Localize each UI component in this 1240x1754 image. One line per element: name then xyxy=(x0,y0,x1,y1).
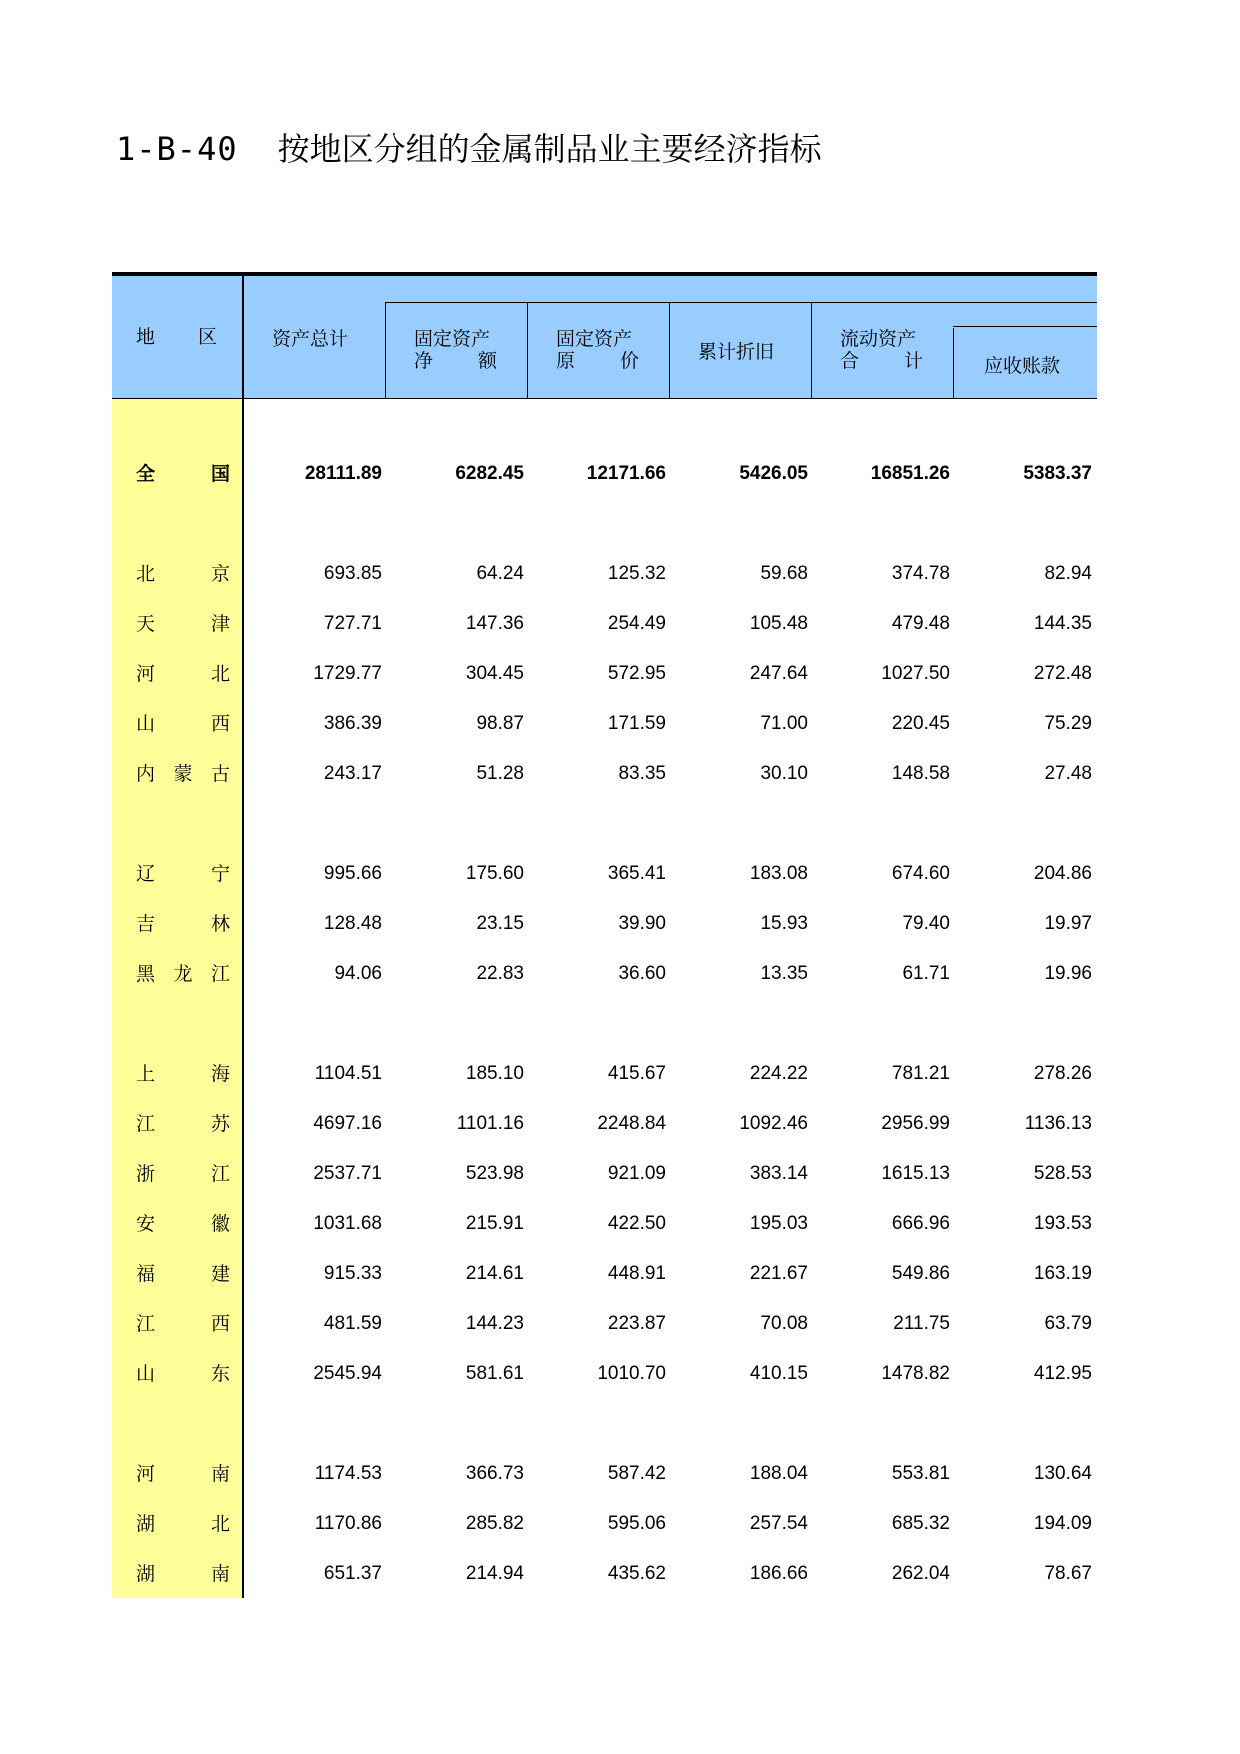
cell-value: 448.91 xyxy=(607,1263,666,1284)
table-row xyxy=(112,704,1097,744)
table-row-total xyxy=(112,454,1097,494)
cell-value: 549.86 xyxy=(891,1263,950,1284)
cell-value: 915.33 xyxy=(323,1263,382,1284)
cell-value: 19.97 xyxy=(1044,913,1092,934)
header-fixed-net-char-1: 净 xyxy=(414,350,434,372)
region-char: 宁 xyxy=(210,863,230,885)
region-name xyxy=(136,904,230,944)
table-row xyxy=(112,604,1097,644)
cell-value: 183.08 xyxy=(749,863,808,884)
cell-value: 412.95 xyxy=(1033,1363,1092,1384)
cell-value: 221.67 xyxy=(749,1263,808,1284)
region-char: 江 xyxy=(136,1113,156,1135)
cell-value: 5426.05 xyxy=(739,463,808,484)
cell-value: 211.75 xyxy=(893,1313,950,1334)
region-name xyxy=(136,1354,230,1394)
cell-value: 148.58 xyxy=(891,763,950,784)
cell-value: 374.78 xyxy=(891,563,950,584)
cell-value: 175.60 xyxy=(465,863,524,884)
cell-value: 82.94 xyxy=(1044,563,1092,584)
cell-value: 39.90 xyxy=(618,913,666,934)
region-char: 津 xyxy=(210,613,230,635)
region-name xyxy=(136,654,230,694)
cell-value: 125.32 xyxy=(607,563,666,584)
cell-value: 105.48 xyxy=(749,613,808,634)
cell-value: 1174.53 xyxy=(314,1463,382,1484)
cell-value: 921.09 xyxy=(607,1163,666,1184)
region-name xyxy=(136,1504,230,1544)
cell-value: 214.94 xyxy=(465,1563,524,1584)
region-char: 建 xyxy=(210,1263,230,1285)
region-char: 吉 xyxy=(136,913,156,935)
header-divider xyxy=(385,302,386,398)
table-row xyxy=(112,654,1097,694)
region-name xyxy=(136,1454,230,1494)
cell-value: 995.66 xyxy=(323,863,382,884)
region-name xyxy=(136,1204,230,1244)
cell-value: 195.03 xyxy=(749,1213,808,1234)
header-subrule xyxy=(953,326,1097,327)
header-divider xyxy=(811,302,812,398)
table-row xyxy=(112,954,1097,994)
region-char: 江 xyxy=(136,1313,156,1335)
region-char: 西 xyxy=(210,1313,230,1335)
cell-value: 1101.16 xyxy=(456,1113,524,1134)
region-char: 北 xyxy=(136,563,156,585)
cell-value: 83.35 xyxy=(618,763,666,784)
cell-value: 727.71 xyxy=(323,613,382,634)
cell-value: 422.50 xyxy=(607,1213,666,1234)
cell-value: 278.26 xyxy=(1033,1063,1092,1084)
region-char: 北 xyxy=(210,663,230,685)
cell-value: 78.67 xyxy=(1044,1563,1092,1584)
cell-value: 13.35 xyxy=(760,963,808,984)
cell-value: 2537.71 xyxy=(313,1163,382,1184)
header-region-char-1: 地 xyxy=(136,326,156,348)
region-char: 古 xyxy=(210,763,230,785)
header-fixed-orig-line1: 固定资产 xyxy=(556,328,633,350)
region-char: 西 xyxy=(210,713,230,735)
header-total-assets: 资产总计 xyxy=(272,328,349,350)
region-name xyxy=(136,1554,230,1594)
cell-value: 12171.66 xyxy=(586,463,666,484)
cell-value: 63.79 xyxy=(1044,1313,1092,1334)
cell-value: 247.64 xyxy=(749,663,808,684)
header-fixed-net-char-2: 额 xyxy=(478,350,498,372)
header-depreciation: 累计折旧 xyxy=(698,341,775,363)
header-receivables: 应收账款 xyxy=(984,355,1061,377)
header-current-assets-char-1: 合 xyxy=(840,350,860,372)
cell-value: 435.62 xyxy=(607,1563,666,1584)
region-name xyxy=(136,704,230,744)
cell-value: 366.73 xyxy=(465,1463,524,1484)
cell-value: 581.61 xyxy=(465,1363,524,1384)
region-char: 河 xyxy=(136,663,156,685)
region-char: 蒙 xyxy=(173,763,193,785)
region-char: 山 xyxy=(136,713,156,735)
cell-value: 144.35 xyxy=(1033,613,1092,634)
cell-value: 285.82 xyxy=(465,1513,524,1534)
cell-value: 1170.86 xyxy=(314,1513,382,1534)
cell-value: 262.04 xyxy=(891,1563,950,1584)
cell-value: 64.24 xyxy=(476,563,524,584)
cell-value: 19.96 xyxy=(1044,963,1092,984)
cell-value: 94.06 xyxy=(334,963,382,984)
cell-value: 410.15 xyxy=(749,1363,808,1384)
table-row xyxy=(112,554,1097,594)
cell-value: 415.67 xyxy=(607,1063,666,1084)
region-char: 苏 xyxy=(210,1113,230,1135)
region-name xyxy=(136,1054,230,1094)
cell-value: 30.10 xyxy=(760,763,808,784)
header-current-assets-line1: 流动资产 xyxy=(840,328,917,350)
cell-value: 479.48 xyxy=(891,613,950,634)
cell-value: 193.53 xyxy=(1033,1213,1092,1234)
cell-value: 15.93 xyxy=(760,913,808,934)
cell-value: 214.61 xyxy=(465,1263,524,1284)
region-char: 黑 xyxy=(136,963,156,985)
cell-value: 224.22 xyxy=(749,1063,808,1084)
cell-value: 1615.13 xyxy=(881,1163,950,1184)
cell-value: 28111.89 xyxy=(304,463,382,484)
cell-value: 194.09 xyxy=(1033,1513,1092,1534)
cell-value: 75.29 xyxy=(1044,713,1092,734)
region-char: 浙 xyxy=(136,1163,156,1185)
region-char: 东 xyxy=(210,1363,230,1385)
cell-value: 243.17 xyxy=(323,763,382,784)
header-current-assets-char-2: 计 xyxy=(904,350,924,372)
region-name xyxy=(136,1254,230,1294)
cell-value: 51.28 xyxy=(476,763,524,784)
cell-value: 1027.50 xyxy=(881,663,950,684)
region-char: 全 xyxy=(136,463,156,485)
cell-value: 304.45 xyxy=(465,663,524,684)
cell-value: 23.15 xyxy=(476,913,524,934)
cell-value: 481.59 xyxy=(323,1313,382,1334)
region-char: 林 xyxy=(210,913,230,935)
region-char: 福 xyxy=(136,1263,156,1285)
region-name xyxy=(136,1304,230,1344)
cell-value: 79.40 xyxy=(902,913,950,934)
header-fixed-orig-char-1: 原 xyxy=(556,350,576,372)
cell-value: 5383.37 xyxy=(1023,463,1092,484)
region-name xyxy=(136,1154,230,1194)
header-divider xyxy=(527,302,528,398)
cell-value: 523.98 xyxy=(465,1163,524,1184)
cell-value: 1010.70 xyxy=(597,1363,666,1384)
cell-value: 204.86 xyxy=(1033,863,1092,884)
cell-value: 220.45 xyxy=(891,713,950,734)
header-fixed-net-line1: 固定资产 xyxy=(414,328,491,350)
cell-value: 6282.45 xyxy=(455,463,524,484)
region-char: 徽 xyxy=(210,1213,230,1235)
region-char: 江 xyxy=(210,1163,230,1185)
cell-value: 186.66 xyxy=(749,1563,808,1584)
cell-value: 272.48 xyxy=(1033,663,1092,684)
cell-value: 70.08 xyxy=(760,1313,808,1334)
cell-value: 587.42 xyxy=(607,1463,666,1484)
region-char: 龙 xyxy=(173,963,193,985)
region-char: 京 xyxy=(210,563,230,585)
cell-value: 553.81 xyxy=(891,1463,950,1484)
cell-value: 386.39 xyxy=(323,713,382,734)
table-row xyxy=(112,1454,1097,1494)
cell-value: 1092.46 xyxy=(739,1113,808,1134)
cell-value: 383.14 xyxy=(749,1163,808,1184)
table-row xyxy=(112,1554,1097,1594)
cell-value: 651.37 xyxy=(323,1563,382,1584)
cell-value: 1031.68 xyxy=(313,1213,382,1234)
cell-value: 685.32 xyxy=(891,1513,950,1534)
region-char: 北 xyxy=(210,1513,230,1535)
cell-value: 36.60 xyxy=(618,963,666,984)
cell-value: 22.83 xyxy=(476,963,524,984)
cell-value: 185.10 xyxy=(465,1063,524,1084)
cell-value: 16851.26 xyxy=(870,463,950,484)
header-fixed-orig-char-2: 价 xyxy=(620,350,640,372)
cell-value: 2545.94 xyxy=(313,1363,382,1384)
cell-value: 223.87 xyxy=(607,1313,666,1334)
region-char: 南 xyxy=(210,1563,230,1585)
table-row xyxy=(112,1304,1097,1344)
cell-value: 781.21 xyxy=(891,1063,950,1084)
table-title: 按地区分组的金属制品业主要经济指标 xyxy=(277,130,822,168)
table-header xyxy=(112,276,1097,399)
cell-value: 130.64 xyxy=(1033,1463,1092,1484)
cell-value: 693.85 xyxy=(323,563,382,584)
region-char: 江 xyxy=(210,963,230,985)
cell-value: 2956.99 xyxy=(881,1113,950,1134)
region-char: 辽 xyxy=(136,863,156,885)
header-subrule xyxy=(385,302,1097,303)
cell-value: 1136.13 xyxy=(1024,1113,1092,1134)
cell-value: 147.36 xyxy=(465,613,524,634)
region-name xyxy=(136,1104,230,1144)
region-name xyxy=(136,854,230,894)
cell-value: 61.71 xyxy=(902,963,950,984)
table-row xyxy=(112,754,1097,794)
table-row xyxy=(112,1154,1097,1194)
cell-value: 254.49 xyxy=(607,613,666,634)
cell-value: 666.96 xyxy=(891,1213,950,1234)
cell-value: 674.60 xyxy=(891,863,950,884)
region-name xyxy=(136,754,230,794)
cell-value: 2248.84 xyxy=(597,1113,666,1134)
region-name xyxy=(136,454,230,494)
cell-value: 27.48 xyxy=(1044,763,1092,784)
cell-value: 128.48 xyxy=(323,913,382,934)
cell-value: 163.19 xyxy=(1033,1263,1092,1284)
region-char: 湖 xyxy=(136,1563,156,1585)
region-char: 上 xyxy=(136,1063,156,1085)
cell-value: 1104.51 xyxy=(314,1063,382,1084)
cell-value: 1729.77 xyxy=(313,663,382,684)
cell-value: 528.53 xyxy=(1033,1163,1092,1184)
cell-value: 71.00 xyxy=(760,713,808,734)
region-char: 山 xyxy=(136,1363,156,1385)
cell-value: 365.41 xyxy=(607,863,666,884)
region-char: 国 xyxy=(210,463,230,485)
region-char: 天 xyxy=(136,613,156,635)
cell-value: 171.59 xyxy=(607,713,666,734)
table-row xyxy=(112,1104,1097,1144)
region-name xyxy=(136,954,230,994)
cell-value: 572.95 xyxy=(607,663,666,684)
region-char: 内 xyxy=(136,763,156,785)
table-row xyxy=(112,854,1097,894)
cell-value: 98.87 xyxy=(476,713,524,734)
region-char: 安 xyxy=(136,1213,156,1235)
table-row xyxy=(112,1504,1097,1544)
cell-value: 215.91 xyxy=(465,1213,524,1234)
region-char: 海 xyxy=(210,1063,230,1085)
cell-value: 144.23 xyxy=(465,1313,524,1334)
region-name xyxy=(136,604,230,644)
page-title xyxy=(116,126,822,172)
table-row xyxy=(112,1254,1097,1294)
header-region-char-2: 区 xyxy=(198,326,218,348)
region-char: 河 xyxy=(136,1463,156,1485)
cell-value: 257.54 xyxy=(749,1513,808,1534)
table-row xyxy=(112,1354,1097,1394)
cell-value: 1478.82 xyxy=(881,1363,950,1384)
cell-value: 59.68 xyxy=(760,563,808,584)
table-row xyxy=(112,904,1097,944)
cell-value: 595.06 xyxy=(607,1513,666,1534)
header-divider xyxy=(669,302,670,398)
table-row xyxy=(112,1204,1097,1244)
cell-value: 4697.16 xyxy=(313,1113,382,1134)
region-char: 南 xyxy=(210,1463,230,1485)
region-char: 湖 xyxy=(136,1513,156,1535)
region-name xyxy=(136,554,230,594)
header-divider xyxy=(953,328,954,398)
table-code: 1-B-40 xyxy=(116,130,238,168)
table-row xyxy=(112,1054,1097,1094)
cell-value: 188.04 xyxy=(749,1463,808,1484)
